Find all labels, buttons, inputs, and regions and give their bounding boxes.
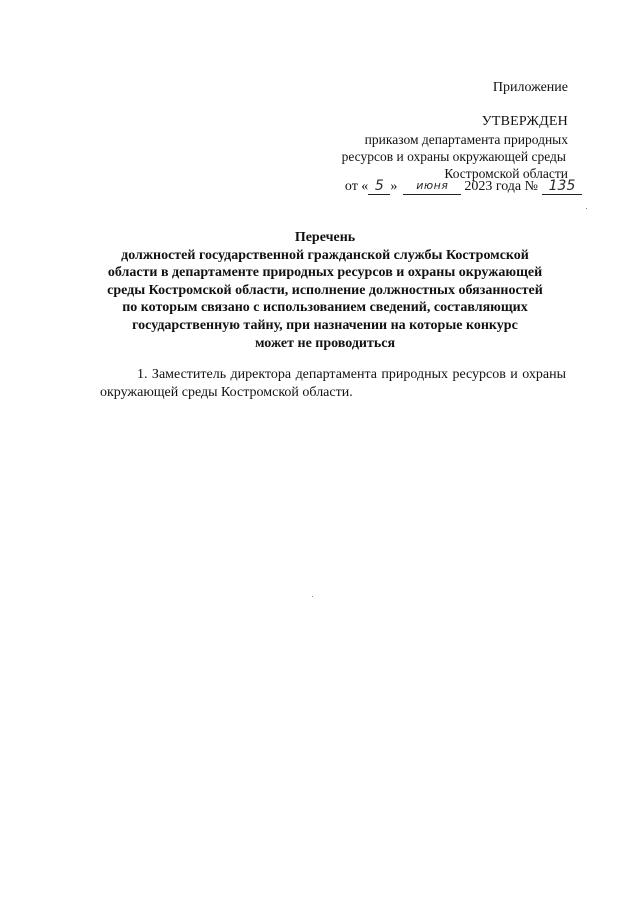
order-line: ресурсов и охраны окружающей среды: [341, 149, 566, 164]
scan-speck: [312, 596, 313, 597]
appendix-label: Приложение: [492, 80, 568, 95]
title-line: по которым связано с использованием сведений, составляющих: [122, 300, 528, 316]
title-line: среды Костромской области, исполнение должностных обязанностей: [107, 282, 543, 298]
date-prefix: от «: [344, 179, 369, 194]
order-reference: [342, 131, 568, 182]
handwritten-month: июня: [403, 178, 461, 195]
order-date-line: [345, 178, 582, 195]
handwritten-order-number: 135: [542, 178, 582, 195]
order-line: Костромской области: [444, 166, 568, 181]
title-line: может не проводиться: [254, 335, 396, 351]
order-line: приказом департамента природных: [364, 132, 568, 147]
title-heading: Перечень: [294, 230, 356, 245]
date-quote-close: »: [390, 179, 398, 194]
title-line: области в департаменте природных ресурсов и охраны окружающей: [107, 265, 543, 281]
date-year-and-number-label: 2023 года №: [464, 179, 538, 194]
document-title: [90, 229, 560, 352]
approved-label: УТВЕРЖДЕН: [481, 114, 568, 129]
title-line: должностей государственной гражданской службы Костромской: [121, 247, 529, 263]
title-line: государственную тайну, при назначении на которые конкурс: [132, 317, 518, 333]
list-item: [100, 366, 566, 402]
scan-speck: [586, 208, 587, 209]
handwritten-day: 5: [368, 178, 390, 195]
list-item-text: 1. Заместитель директора департамента природных ресурсов и охраны окружающей среды Костромской области.: [100, 367, 566, 400]
